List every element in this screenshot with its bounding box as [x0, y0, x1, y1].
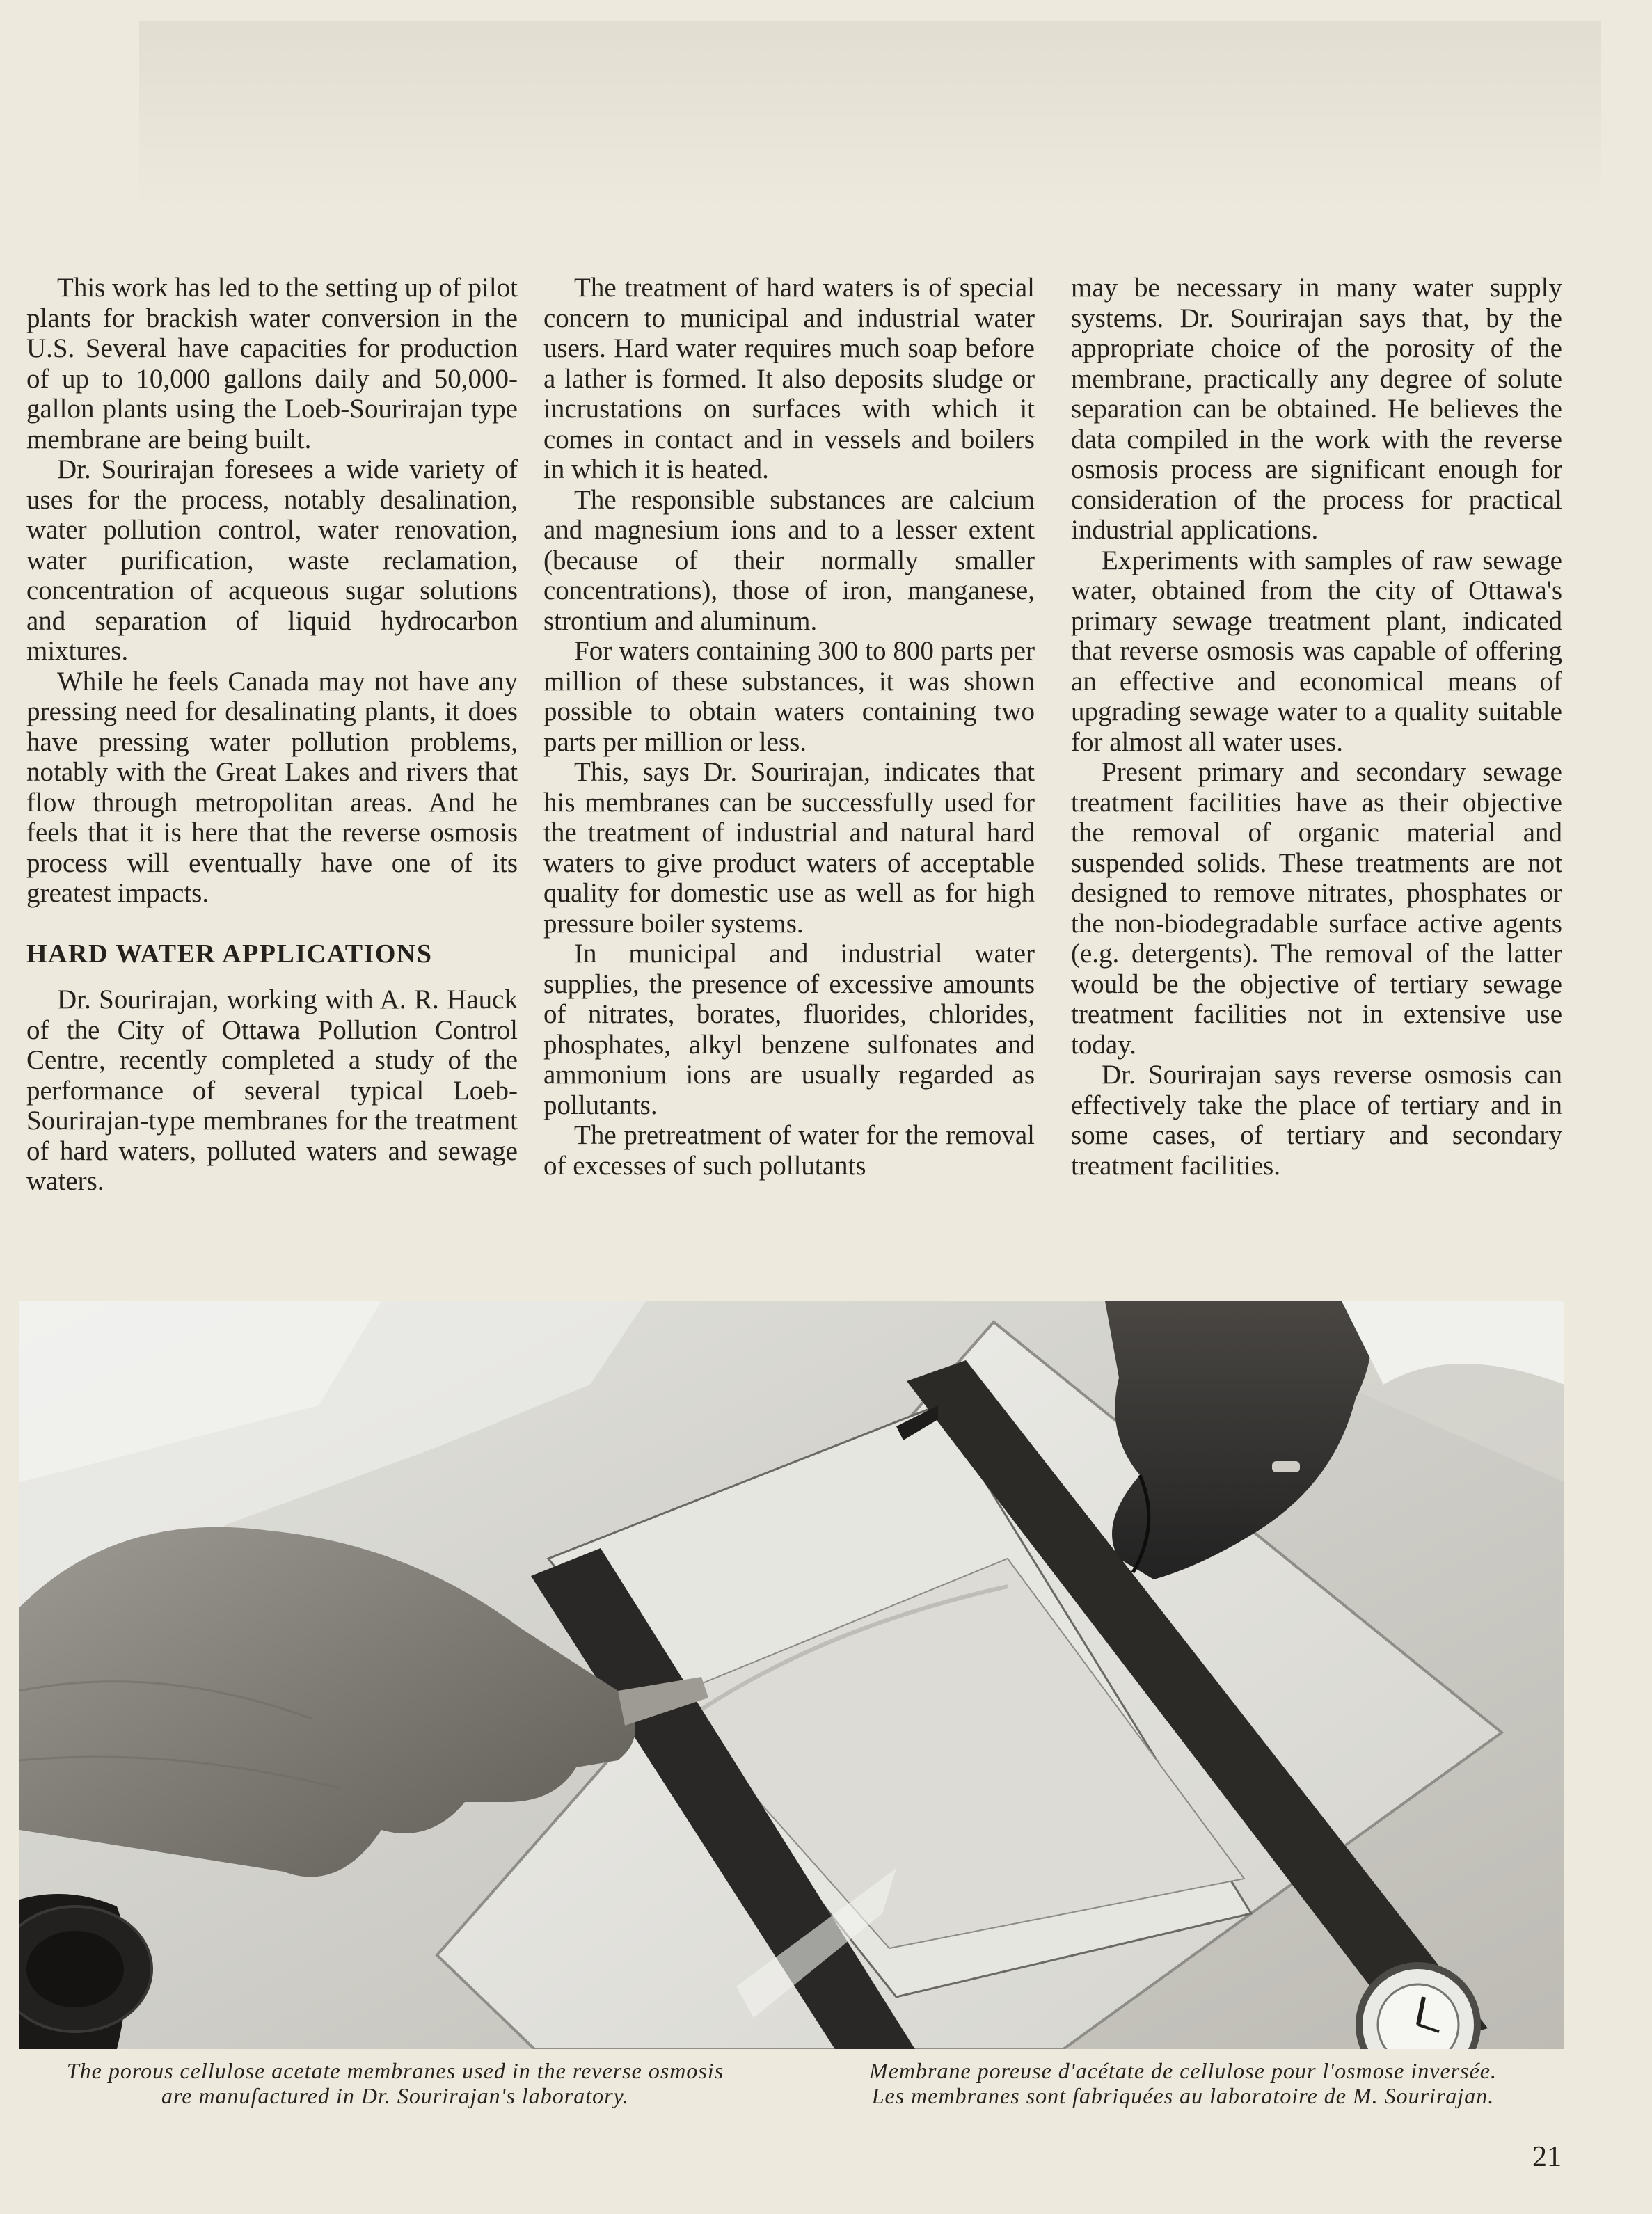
section-heading: HARD WATER APPLICATIONS	[26, 939, 433, 969]
paragraph: may be necessary in many water supply systems. Dr. Sourirajan says that, by the appropriate choice of the porosity of the membrane, practically any degree of solute separation can be obtained. He believes the data compiled in the work with the reverse osmosis process are significant enough for consideration of the process for practical industrial applications.	[1071, 273, 1562, 545]
text-column-2	[543, 273, 1035, 1181]
caption-line: Membrane poreuse d'acétate de cellulose pour l'osmose inversée.	[869, 2058, 1497, 2083]
bleed-through-shadow	[139, 21, 1601, 209]
paragraph: For waters containing 300 to 800 parts per million of these substances, it was shown possible to obtain waters containing two parts per million or less.	[543, 636, 1035, 757]
membrane-photo	[19, 1301, 1564, 2049]
text-column-1	[26, 273, 518, 1197]
paragraph: Dr. Sourirajan foresees a wide variety of uses for the process, notably desalination, water pollution control, water renovation, water purification, waste reclamation, concentration of acqueous sugar solutions and separation of liquid hydrocarbon mixtures.	[26, 454, 518, 666]
caption-line: are manufactured in Dr. Sourirajan's laboratory.	[161, 2083, 630, 2108]
photo-caption-french	[807, 2058, 1559, 2108]
paragraph: While he feels Canada may not have any pressing need for desalinating plants, it does have pressing water pollution problems, notably with the Great Lakes and rivers that flow through metropolitan areas. And he feels that it is here that the reverse osmosis process will eventually have one of its greatest impacts.	[26, 666, 518, 908]
paragraph: Experiments with samples of raw sewage water, obtained from the city of Ottawa's primary sewage treatment plant, indicated that reverse osmosis was capable of offering an effective and economical means of upgrading sewage water to a quality suitable for almost all water uses.	[1071, 545, 1562, 757]
paragraph: The responsible substances are calcium and magnesium ions and to a lesser extent (because of their normally smaller concentrations), those of iron, manganese, strontium and aluminum.	[543, 484, 1035, 636]
paragraph: The pretreatment of water for the removal of excesses of such pollutants	[543, 1120, 1035, 1181]
paragraph: The treatment of hard waters is of special concern to municipal and industrial water users. Hard water requires much soap before a lather is formed. It also deposits sludge or incrustations on surfaces with which it comes in contact and in vessels and boilers in which it is heated.	[543, 273, 1035, 484]
caption-line: Les membranes sont fabriquées au laboratoire de M. Sourirajan.	[871, 2083, 1495, 2108]
paragraph: Dr. Sourirajan, working with A. R. Hauck of the City of Ottawa Pollution Control Centre, recently completed a study of the performance of several typical Loeb-Sourirajan-type membranes for the treatment of hard waters, polluted waters and sewage waters.	[26, 985, 518, 1196]
page-number: 21	[1532, 2141, 1562, 2173]
caption-line: The porous cellulose acetate membranes used in the reverse osmosis	[66, 2058, 724, 2083]
paragraph: Dr. Sourirajan says reverse osmosis can effectively take the place of tertiary and in some cases, of tertiary and secondary treatment facilities.	[1071, 1060, 1562, 1181]
photo-caption-english	[19, 2058, 771, 2108]
text-column-3	[1071, 273, 1562, 1181]
paragraph: In municipal and industrial water supplies, the presence of excessive amounts of nitrates, borates, fluorides, chlorides, phosphates, alkyl benzene sulfonates and ammonium ions are usually regarded as pollutants.	[543, 939, 1035, 1120]
paragraph: This, says Dr. Sourirajan, indicates that his membranes can be successfully used for the treatment of industrial and natural hard waters to give product waters of acceptable quality for domestic use as well as for high pressure boiler systems.	[543, 757, 1035, 939]
paragraph: Present primary and secondary sewage treatment facilities have as their objective the removal of organic material and suspended solids. These treatments are not designed to remove nitrates, phosphates or the non-biodegradable surface active agents (e.g. detergents). The removal of the latter would be the objective of tertiary sewage treatment facilities not in extensive use today.	[1071, 757, 1562, 1060]
paragraph: This work has led to the setting up of pilot plants for brackish water conversion in the U.S. Several have capacities for production of up to 10,000 gallons daily and 50,000-gallon plants using the Loeb-Sourirajan type membrane are being built.	[26, 273, 518, 454]
